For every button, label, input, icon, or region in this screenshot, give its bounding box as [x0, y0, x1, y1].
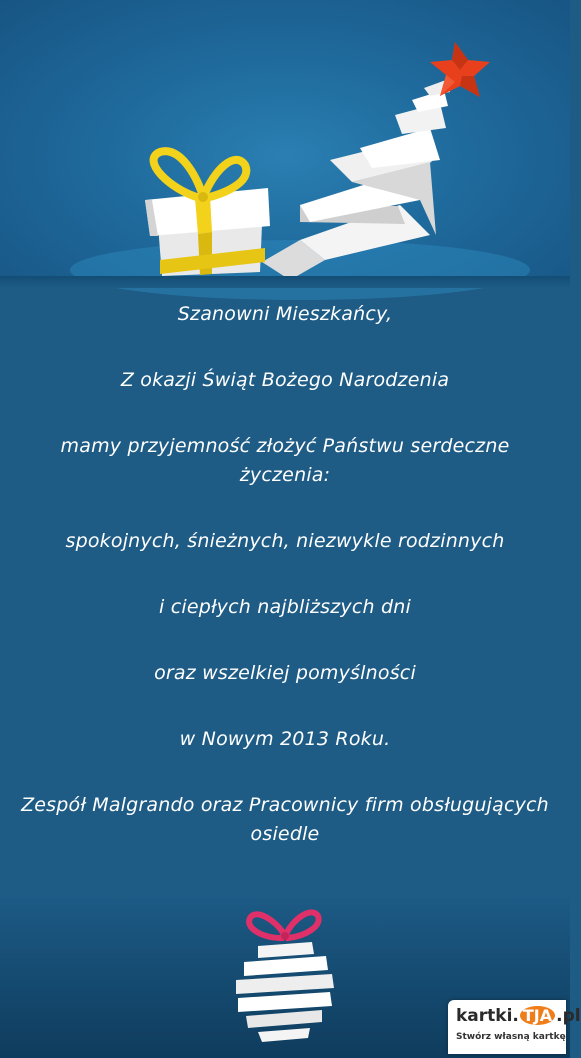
brand-badge: TJA — [520, 1006, 555, 1025]
footer-illustration — [0, 898, 581, 1058]
greeting-line: Z okazji Świąt Bożego Narodzenia — [120, 369, 450, 391]
brand-name — [456, 1006, 581, 1026]
header-illustration — [0, 0, 570, 284]
paper-ornament-icon — [236, 912, 334, 1042]
brand-prefix: kartki. — [456, 1006, 519, 1026]
gift-box-icon — [145, 151, 270, 276]
greeting-line: w Nowym 2013 Roku. — [179, 728, 391, 750]
brand-suffix: .pl — [556, 1006, 581, 1026]
greeting-line: spokojnych, śnieżnych, niezwykle rodzinnych — [65, 530, 505, 552]
greeting-line: oraz wszelkiej pomyślności — [154, 662, 416, 684]
greeting-message — [20, 300, 550, 849]
brand-logo[interactable] — [448, 1000, 581, 1054]
header-art — [0, 0, 570, 284]
greeting-line: i ciepłych najbliższych dni — [158, 596, 411, 618]
greeting-salutation: Szanowni Mieszkańcy, — [177, 303, 393, 325]
greeting-signature: Zespół Malgrando oraz Pracownicy firm obsługujących osiedle — [21, 794, 549, 845]
brand-tagline: Stwórz własną kartkę — [456, 1032, 566, 1042]
header-divider — [0, 276, 570, 288]
greeting-line: mamy przyjemność złożyć Państwu serdeczne życzenia: — [60, 435, 510, 486]
